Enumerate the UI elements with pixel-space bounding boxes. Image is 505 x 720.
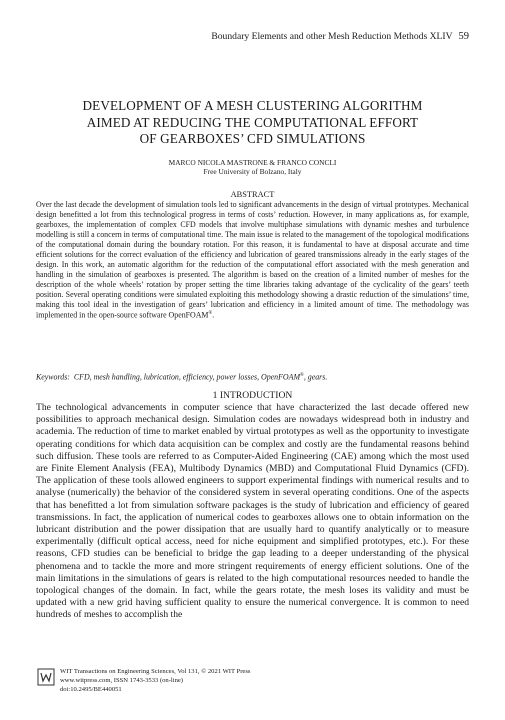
keywords-label: Keywords: — [36, 372, 70, 382]
footer-website: www.witpress.com, ISSN 1743-3533 (on-line) — [60, 677, 184, 685]
wit-press-logo-icon — [37, 668, 55, 686]
authors: MARCO NICOLA MASTRONE & FRANCO CONCLI — [168, 158, 337, 167]
title-line-1: DEVELOPMENT OF A MESH CLUSTERING ALGORITHM — [82, 98, 423, 113]
registered-mark: ® — [208, 311, 213, 317]
title-line-2: AIMED AT REDUCING THE COMPUTATIONAL EFFORT — [86, 114, 419, 130]
running-header — [211, 31, 469, 42]
abstract-heading: ABSTRACT — [230, 190, 275, 199]
title-line-3: OF GEARBOXES’ CFD SIMULATIONS — [139, 131, 366, 147]
footer-doi: doi:10.2495/BE440051 — [60, 686, 122, 694]
keywords-end: , gears. — [303, 372, 328, 382]
keywords — [36, 371, 469, 383]
page-footer — [60, 667, 440, 695]
abstract-body: Over the last decade the development of simulation tools led to significant advancements in the design of virtual prototypes. Mechanical design benefitted a lot from this technological progress in terms of costs’ reduction. However, in many applications as, for example, gearboxes, the implementation of complex CFD models that involve multiphase simulations with dynamic meshes and turbulence modelling is still a concern in terms of computational time. The main issue is related to the management of the topological modifications of the computational domain during the boundary rotation. For this reason, it is fundamental to have at disposal accurate and time efficient solutions for the correct evaluation of the efficiency and lubrication of geared transmissions already in the early stages of the design. In this work, an automatic algorithm for the reduction of the computational effort associated with the mesh generation and handling in the simulation of gearboxes is presented. The algorithm is based on the creation of a limited number of meshes for the description of the whole wheels’ rotation by proper setting the time libraries taking advantage of the cyclicality of the gears’ teeth position. Several operating conditions were simulated exploiting this methodology showing a drastic reduction of the simulations’ time, making this tool ideal in the investigation of gears’ lubrication and efficiency in a limited amount of time. The methodology was implemented in the open-source software OpenFOAM — [36, 200, 469, 321]
introduction-text: The technological advancements in computer science that have characterized the last decade offered new possibilities to approach mechanical design. Simulation codes are nowadays widespread both in industry and academia. The reduction of time to market enabled by virtual prototypes as well as the opportunity to investigate operating conditions for which data acquisition can be complex and costly are the fundamental reasons behind such diffusion. These tools are referred to as Computer-Aided Engineering (CAE) among which the most used are Finite Element Analysis (FEA), Multibody Dynamics (MBD) and Computational Fluid Dynamics (CFD). The application of these tools allowed engineers to support experimental findings with numerical results and to analyse (numerically) the behavior of the considered system in several operating conditions. One of the aspects that has benefitted a lot from simulation software packages is the study of lubrication and efficiency of geared transmissions. In fact, the application of numerical codes to gearboxes allows one to obtain information on the lubricant distribution and the power dissipation that are usually hard to quantify analytically or to measure experimentally (difficult optical access, need for niche equipment and simplified prototypes, etc.). For these reasons, CFD studies can be beneficial to bridge the gap leading to a deeper understanding of the physical phenomena and to tackle the more and more stringent requirements of energy efficient solutions. One of the main limitations in the simulations of gears is related to the high computational resources needed to handle the topological changes of the domain. In fact, while the gears rotate, the mesh loses its validity and must be updated with a new grid having sufficient quality to ensure the numerical convergence. It is common to need hundreds of meshes to accomplish the — [36, 402, 469, 621]
abstract-end: . — [212, 311, 215, 321]
affiliation: Free University of Bolzano, Italy — [203, 167, 302, 176]
author-block — [36, 158, 469, 176]
running-title: Boundary Elements and other Mesh Reduction Methods XLIV — [211, 31, 453, 42]
page-number: 59 — [458, 31, 469, 42]
abstract-text — [36, 200, 469, 321]
footer-journal: WIT Transactions on Engineering Sciences, Vol 131, © 2021 WIT Press — [60, 668, 251, 675]
paper-title — [36, 98, 469, 148]
keywords-list: CFD, mesh handling, lubrication, efficiency, power losses, OpenFOAM — [73, 372, 301, 382]
keywords-registered-mark: ® — [300, 373, 304, 378]
section-heading-introduction: 1 INTRODUCTION — [212, 390, 293, 401]
